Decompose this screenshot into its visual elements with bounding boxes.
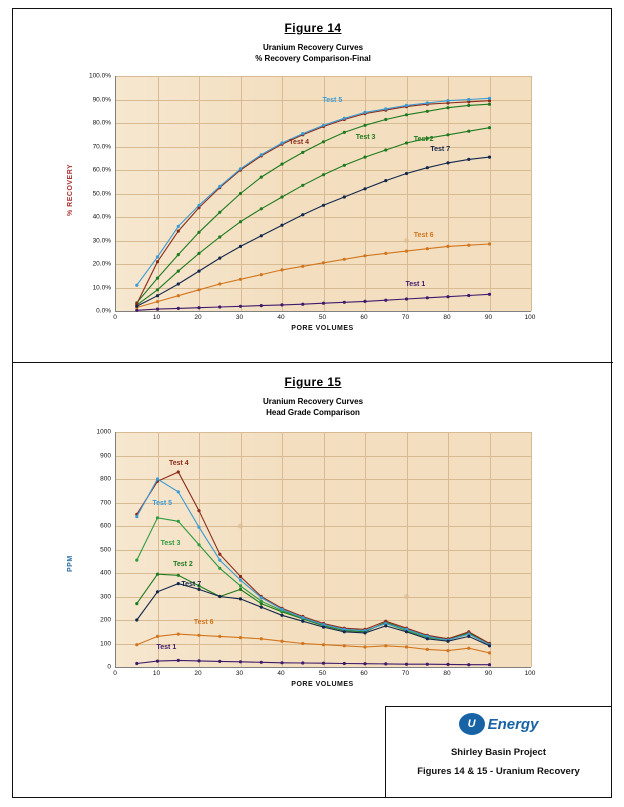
- series-point: [467, 635, 470, 638]
- series-point: [322, 662, 325, 665]
- series-point: [343, 301, 346, 304]
- series-point: [177, 225, 180, 228]
- logo: [386, 707, 611, 741]
- x-axis-label: PORE VOLUMES: [291, 325, 354, 332]
- figure-15-subtitle: [13, 396, 613, 418]
- figure-14-title: Figure 14: [284, 21, 342, 35]
- series-point: [488, 103, 491, 106]
- y-tick-label: 60.0%: [92, 166, 111, 174]
- series-label-test-5: Test 5: [152, 499, 173, 507]
- series-point: [363, 111, 366, 114]
- page-border: [12, 8, 612, 798]
- series-point: [239, 278, 242, 281]
- series-point: [426, 663, 429, 666]
- series-point: [405, 113, 408, 116]
- series-point: [156, 294, 159, 297]
- series-point: [384, 148, 387, 151]
- x-tick-label: 100: [524, 670, 536, 677]
- series-point: [197, 509, 200, 512]
- y-tick-label: 100: [100, 640, 111, 647]
- series-point: [405, 630, 408, 633]
- y-tick-label: 100.0%: [88, 72, 111, 80]
- series-point: [239, 575, 242, 578]
- series-point: [467, 244, 470, 247]
- series-point: [301, 132, 304, 135]
- series-point: [343, 630, 346, 633]
- series-point: [446, 161, 449, 164]
- series-point: [156, 477, 159, 480]
- series-point: [446, 663, 449, 666]
- series-point: [301, 265, 304, 268]
- series-point: [218, 235, 221, 238]
- series-point: [218, 185, 221, 188]
- y-axis-label: % RECOVERY: [67, 163, 74, 216]
- series-point: [426, 110, 429, 113]
- series-point: [239, 192, 242, 195]
- series-point: [197, 270, 200, 273]
- series-point: [280, 141, 283, 144]
- series-line: [137, 98, 490, 285]
- series-point: [446, 99, 449, 102]
- series-point: [218, 257, 221, 260]
- figure-14-subtitle: [13, 42, 613, 64]
- series-point: [405, 663, 408, 666]
- series-point: [260, 234, 263, 237]
- series-point: [343, 117, 346, 120]
- series-point: [488, 293, 491, 296]
- y-tick-label: 50.0%: [92, 190, 111, 197]
- series-point: [260, 661, 263, 664]
- series-point: [280, 640, 283, 643]
- series-point: [467, 663, 470, 666]
- series-point: [177, 659, 180, 662]
- series-point: [467, 104, 470, 107]
- series-point: [156, 660, 159, 663]
- series-point: [363, 631, 366, 634]
- series-point: [156, 308, 159, 311]
- y-tick-label: 300: [100, 593, 111, 600]
- series-point: [488, 651, 491, 654]
- series-point: [301, 184, 304, 187]
- figure-14-plot-area: [53, 72, 573, 332]
- x-tick-label: 0: [113, 670, 117, 677]
- series-point: [218, 211, 221, 214]
- figure-14-subtitle-line2: % Recovery Comparison-Final: [255, 54, 371, 63]
- series-point: [301, 661, 304, 664]
- series-point: [343, 644, 346, 647]
- series-point: [467, 98, 470, 101]
- series-label-test-2: Test 2: [173, 560, 193, 568]
- series-point: [260, 304, 263, 307]
- series-point: [488, 156, 491, 159]
- series-point: [260, 600, 263, 603]
- series-label-test-4: Test 4: [168, 459, 189, 467]
- x-tick-label: 70: [401, 314, 410, 321]
- series-point: [488, 663, 491, 666]
- series-point: [218, 282, 221, 285]
- series-point: [446, 649, 449, 652]
- series-label-test-2: Test 2: [413, 135, 434, 143]
- series-point: [197, 659, 200, 662]
- series-point: [426, 247, 429, 250]
- series-point: [322, 173, 325, 176]
- series-point: [426, 166, 429, 169]
- series-point: [301, 620, 304, 623]
- series-point: [135, 618, 138, 621]
- series-point: [405, 104, 408, 107]
- series-point: [260, 153, 263, 156]
- x-axis-label: PORE VOLUMES: [291, 681, 354, 688]
- series-point: [177, 230, 180, 233]
- series-point: [322, 140, 325, 143]
- series-point: [260, 176, 263, 179]
- x-tick-label: 50: [318, 670, 327, 677]
- series-point: [322, 204, 325, 207]
- series-point: [218, 660, 221, 663]
- figure-15-subtitle-line1: Uranium Recovery Curves: [262, 397, 364, 406]
- series-point: [384, 179, 387, 182]
- series-point: [197, 252, 200, 255]
- series-point: [177, 520, 180, 523]
- series-point: [488, 644, 491, 647]
- series-point: [301, 213, 304, 216]
- series-point: [405, 172, 408, 175]
- logo-text: Energy: [487, 715, 539, 733]
- series-point: [446, 245, 449, 248]
- series-point: [260, 637, 263, 640]
- series-point: [135, 309, 138, 312]
- series-point: [239, 588, 242, 591]
- series-point: [384, 299, 387, 302]
- series-point: [488, 97, 491, 100]
- series-point: [280, 195, 283, 198]
- series-point: [322, 261, 325, 264]
- y-tick-label: 0: [107, 663, 111, 671]
- y-tick-label: 400: [100, 569, 111, 577]
- series-point: [363, 254, 366, 257]
- series-point: [446, 640, 449, 643]
- series-point: [135, 643, 138, 646]
- y-tick-label: 10.0%: [92, 284, 111, 291]
- ur-energy-logo-icon: U: [459, 713, 485, 735]
- series-point: [343, 258, 346, 261]
- series-point: [177, 270, 180, 273]
- series-point: [426, 101, 429, 104]
- series-point: [343, 131, 346, 134]
- series-point: [177, 282, 180, 285]
- series-point: [239, 167, 242, 170]
- x-tick-label: 50: [318, 314, 327, 321]
- series-point: [343, 195, 346, 198]
- series-point: [239, 220, 242, 223]
- series-layer: [116, 76, 531, 311]
- y-axis-label: PPM: [67, 554, 74, 572]
- series-point: [218, 305, 221, 308]
- x-tick-label: 20: [194, 670, 202, 677]
- series-line: [137, 101, 490, 304]
- series-point: [239, 305, 242, 308]
- series-point: [384, 107, 387, 110]
- series-point: [467, 647, 470, 650]
- series-label-test-7: Test 7: [181, 580, 202, 588]
- series-point: [135, 515, 138, 518]
- x-tick-label: 60: [360, 670, 368, 677]
- series-point: [197, 588, 200, 591]
- x-tick-label: 30: [235, 670, 244, 677]
- series-point: [426, 296, 429, 299]
- y-tick-label: 90.0%: [92, 96, 111, 103]
- y-tick-label: 800: [100, 475, 111, 483]
- series-point: [467, 294, 470, 297]
- series-point: [156, 516, 159, 519]
- figure-14-subtitle-line1: Uranium Recovery Curves: [262, 43, 364, 52]
- series-label-test-6: Test 6: [413, 231, 434, 239]
- series-label-test-4: Test 4: [289, 139, 310, 147]
- series-point: [156, 277, 159, 280]
- series-point: [260, 606, 263, 609]
- figure-15-plot-area: [53, 428, 573, 688]
- series-point: [260, 596, 263, 599]
- series-point: [177, 470, 180, 473]
- x-tick-label: 30: [235, 314, 244, 321]
- series-point: [156, 635, 159, 638]
- series-point: [218, 553, 221, 556]
- series-point: [467, 130, 470, 133]
- x-tick-label: 70: [401, 670, 410, 677]
- gridline-vertical: [531, 432, 532, 667]
- series-point: [343, 662, 346, 665]
- series-line: [137, 472, 490, 644]
- series-point: [384, 624, 387, 627]
- series-point: [301, 616, 304, 619]
- plot-canvas: [115, 432, 531, 668]
- series-point: [135, 284, 138, 287]
- series-point: [177, 490, 180, 493]
- series-point: [239, 245, 242, 248]
- series-point: [363, 300, 366, 303]
- series-point: [135, 602, 138, 605]
- series-point: [363, 645, 366, 648]
- series-point: [280, 661, 283, 664]
- figure-15-title: Figure 15: [284, 375, 342, 389]
- series-point: [405, 297, 408, 300]
- series-point: [197, 288, 200, 291]
- series-point: [301, 642, 304, 645]
- series-point: [363, 124, 366, 127]
- y-tick-label: 900: [100, 452, 111, 459]
- figure-15-subtitle-line2: Head Grade Comparison: [266, 408, 360, 417]
- y-tick-label: 80.0%: [92, 119, 111, 127]
- series-point: [260, 273, 263, 276]
- y-tick-label: 1000: [96, 428, 111, 436]
- series-point: [405, 141, 408, 144]
- y-tick-label: 600: [100, 522, 111, 530]
- x-tick-label: 80: [443, 314, 451, 321]
- series-point: [239, 579, 242, 582]
- series-point: [135, 662, 138, 665]
- series-line: [137, 128, 490, 305]
- x-tick-label: 90: [484, 670, 493, 677]
- x-tick-label: 80: [443, 670, 451, 677]
- x-tick-label: 60: [360, 314, 368, 321]
- series-point: [301, 303, 304, 306]
- series-point: [218, 595, 221, 598]
- series-label-test-6: Test 6: [193, 618, 214, 626]
- series-point: [322, 124, 325, 127]
- series-point: [177, 253, 180, 256]
- series-point: [135, 559, 138, 562]
- series-point: [426, 637, 429, 640]
- series-point: [239, 597, 242, 600]
- series-point: [280, 608, 283, 611]
- x-tick-label: 40: [277, 670, 285, 677]
- series-point: [322, 626, 325, 629]
- series-point: [218, 559, 221, 562]
- series-point: [177, 574, 180, 577]
- series-point: [239, 584, 242, 587]
- series-point: [280, 268, 283, 271]
- series-point: [488, 126, 491, 129]
- series-point: [488, 242, 491, 245]
- series-layer: [116, 432, 531, 667]
- figure-14-panel: [13, 9, 613, 363]
- series-point: [343, 164, 346, 167]
- plot-canvas: [115, 76, 531, 312]
- series-point: [156, 260, 159, 263]
- y-tick-label: 30.0%: [92, 237, 111, 244]
- project-name: Shirley Basin Project: [450, 747, 547, 758]
- series-point: [197, 204, 200, 207]
- series-point: [197, 306, 200, 309]
- series-point: [405, 645, 408, 648]
- x-tick-label: 40: [277, 314, 285, 321]
- series-point: [156, 255, 159, 258]
- series-label-test-3: Test 3: [160, 539, 181, 547]
- series-point: [177, 294, 180, 297]
- series-point: [156, 288, 159, 291]
- y-tick-label: 0.0%: [96, 307, 111, 315]
- x-tick-label: 20: [194, 314, 202, 321]
- x-tick-label: 100: [524, 314, 536, 321]
- figure-caption: Figures 14 & 15 - Uranium Recovery: [417, 766, 580, 777]
- x-tick-label: 10: [152, 314, 161, 321]
- series-point: [177, 307, 180, 310]
- series-point: [322, 302, 325, 305]
- x-tick-label: 90: [484, 314, 493, 321]
- series-point: [218, 635, 221, 638]
- series-point: [177, 582, 180, 585]
- series-point: [446, 133, 449, 136]
- y-tick-label: 20.0%: [92, 260, 111, 268]
- series-point: [446, 106, 449, 109]
- y-tick-label: 200: [100, 616, 111, 624]
- series-point: [426, 648, 429, 651]
- series-point: [363, 662, 366, 665]
- series-point: [384, 662, 387, 665]
- x-tick-label: 10: [152, 670, 161, 677]
- series-point: [280, 303, 283, 306]
- series-label-test-1: Test 1: [405, 281, 426, 289]
- series-line: [137, 294, 490, 310]
- series-label-test-5: Test 5: [322, 96, 343, 104]
- series-point: [156, 573, 159, 576]
- series-point: [384, 118, 387, 121]
- series-point: [156, 590, 159, 593]
- series-label-test-7: Test 7: [430, 146, 451, 154]
- series-point: [384, 644, 387, 647]
- series-line: [137, 660, 490, 664]
- x-tick-label: 0: [113, 314, 117, 321]
- series-point: [384, 252, 387, 255]
- series-point: [280, 224, 283, 227]
- series-line: [137, 104, 490, 303]
- series-point: [135, 305, 138, 308]
- series-point: [239, 636, 242, 639]
- series-point: [197, 634, 200, 637]
- series-point: [280, 163, 283, 166]
- series-line: [137, 244, 490, 308]
- series-point: [177, 633, 180, 636]
- series-point: [197, 543, 200, 546]
- series-point: [467, 158, 470, 161]
- series-point: [363, 187, 366, 190]
- series-point: [197, 526, 200, 529]
- y-tick-label: 40.0%: [92, 213, 111, 221]
- series-point: [301, 151, 304, 154]
- title-block: [385, 706, 612, 798]
- series-point: [156, 300, 159, 303]
- y-tick-label: 700: [100, 499, 111, 506]
- series-point: [197, 231, 200, 234]
- series-point: [239, 660, 242, 663]
- series-point: [322, 643, 325, 646]
- series-point: [218, 567, 221, 570]
- y-tick-label: 500: [100, 546, 111, 553]
- series-label-test-3: Test 3: [355, 134, 376, 142]
- series-label-test-1: Test 1: [156, 644, 177, 652]
- series-point: [260, 207, 263, 210]
- gridline-vertical: [531, 76, 532, 311]
- series-point: [405, 250, 408, 253]
- y-tick-label: 70.0%: [92, 143, 111, 150]
- series-point: [280, 614, 283, 617]
- series-point: [446, 295, 449, 298]
- series-point: [363, 156, 366, 159]
